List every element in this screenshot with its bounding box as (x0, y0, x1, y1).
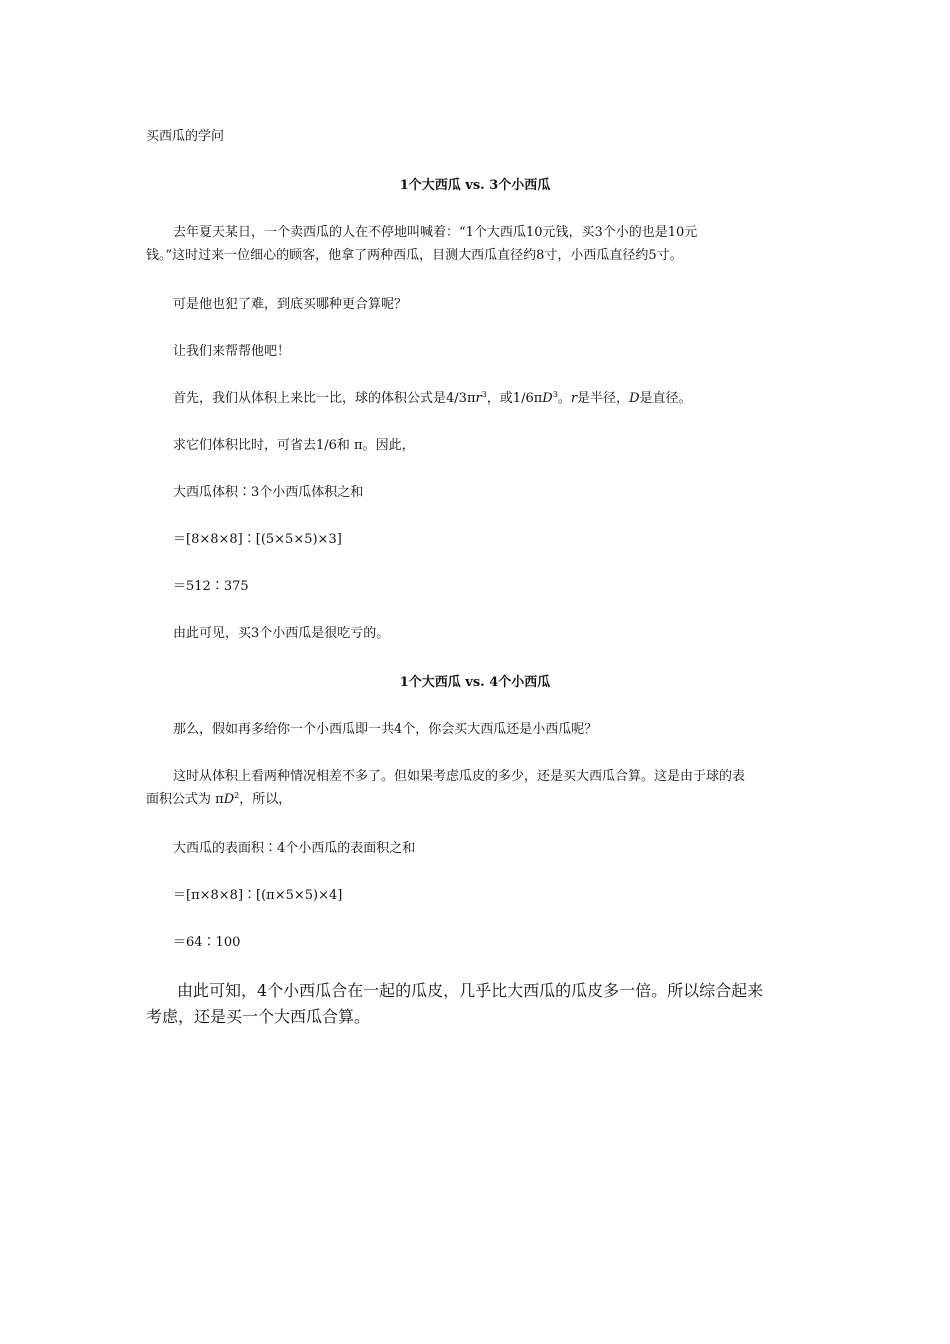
diameter-symbol: D (542, 391, 553, 406)
pi-symbol: π (466, 391, 476, 406)
paragraph-9-conclusion: 由此可见，买3个小西瓜是很吃亏的。 (173, 626, 390, 641)
paragraph-4-volume-formula (173, 390, 692, 408)
paragraph-1-line-1: 去年夏天某日，一个卖西瓜的人在不停地叫喊着：“1个大西瓜10元钱，买3个小的也是10元 (173, 225, 698, 240)
paragraph-12: 大西瓜的表面积∶4个小西瓜的表面积之和 (173, 841, 416, 856)
document-title: 买西瓜的学问 (146, 129, 225, 144)
paragraph-8-result: ＝512∶375 (173, 579, 249, 594)
diameter-symbol: D (223, 792, 235, 807)
paragraph-11-line-2 (146, 791, 291, 809)
paragraph-7-equation: ＝[8×8×8]∶[(5×5×5)×3] (173, 532, 342, 547)
radius-symbol: r (570, 391, 578, 406)
text-segment: 是半径， (577, 391, 630, 406)
paragraph-1-line-2: 钱。”这时过来一位细心的顾客，他拿了两种西瓜，目测大西瓜直径约8寸，小西瓜直径约5寸。 (146, 248, 683, 263)
paragraph-3: 让我们来帮帮他吧！ (173, 344, 291, 359)
section-heading-1: 1个大西瓜 vs. 3个小西瓜 (399, 178, 551, 193)
final-conclusion-line-1: 由此可知，4个小西瓜合在一起的瓜皮，几乎比大西瓜的瓜皮多一倍。所以综合起来 (177, 981, 764, 1000)
radius-symbol: r (475, 391, 482, 406)
text-segment: ，所以， (239, 792, 292, 807)
diameter-symbol: D (629, 391, 640, 406)
section-heading-2: 1个大西瓜 vs. 4个小西瓜 (399, 675, 551, 690)
exponent: 3 (481, 390, 487, 399)
paragraph-13-equation: ＝[π×8×8]∶[(π×5×5)×4] (173, 888, 343, 903)
paragraph-14-result: ＝64∶100 (173, 935, 241, 950)
text-segment: ，或1/6 (486, 391, 534, 406)
text-segment: 首先，我们从体积上来比一比，球的体积公式是4/3 (173, 391, 467, 406)
exponent: 2 (234, 791, 240, 800)
paragraph-2: 可是他也犯了难，到底买哪种更合算呢？ (173, 297, 408, 312)
text-segment: 。 (557, 391, 571, 406)
exponent: 3 (552, 390, 558, 399)
paragraph-10: 那么，假如再多给你一个小西瓜即一共4个，你会买大西瓜还是小西瓜呢？ (173, 722, 598, 737)
text-segment: 是直径。 (639, 391, 692, 406)
paragraph-6: 大西瓜体积∶3个小西瓜体积之和 (173, 485, 364, 500)
paragraph-5: 求它们体积比时，可省去1/6和 π。因此， (173, 438, 415, 453)
pi-symbol: π (533, 391, 543, 406)
final-conclusion-line-2: 考虑，还是买一个大西瓜合算。 (146, 1007, 371, 1026)
text-segment: 面积公式为 π (146, 792, 224, 807)
paragraph-11-line-1: 这时从体积上看两种情况相差不多了。但如果考虑瓜皮的多少，还是买大西瓜合算。这是由于球的表 (173, 769, 746, 784)
